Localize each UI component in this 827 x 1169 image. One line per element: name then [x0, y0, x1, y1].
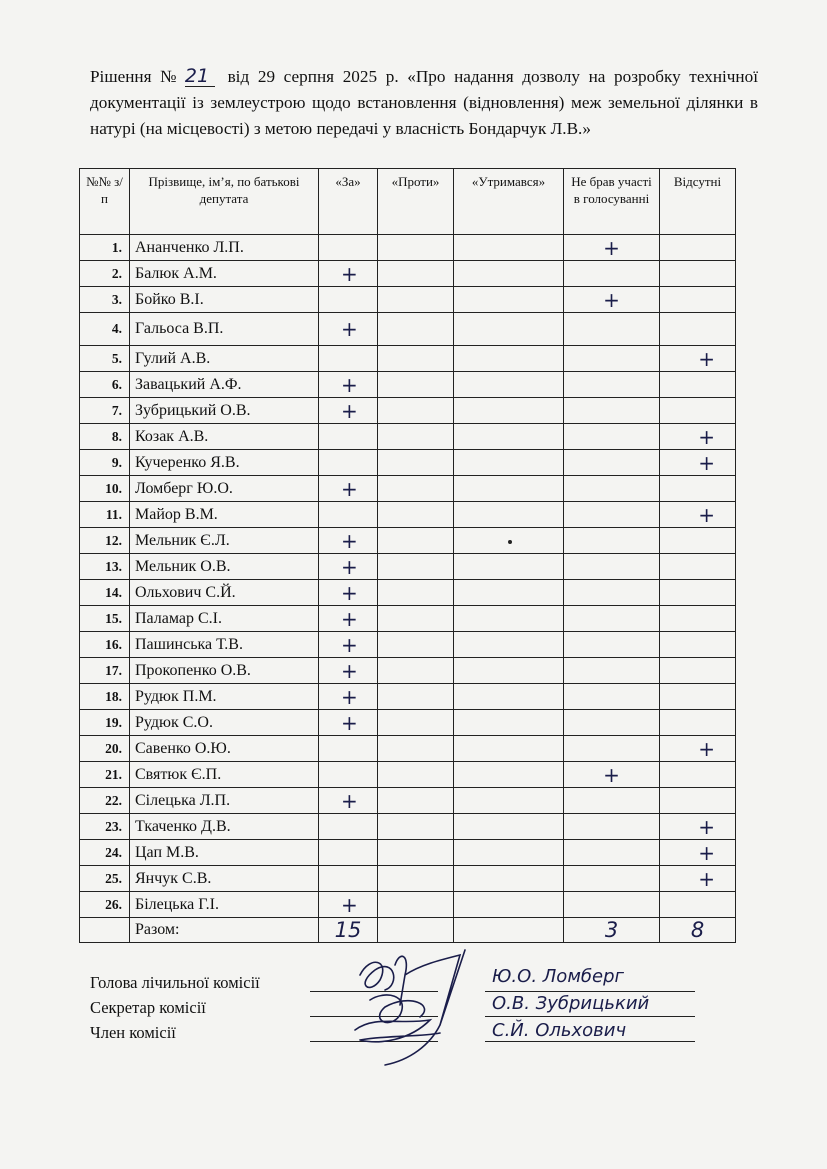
vote-za [319, 866, 378, 892]
vote-za: + [319, 313, 378, 346]
vote-proty [378, 450, 454, 476]
vote-proty [378, 788, 454, 814]
vote-proty [378, 658, 454, 684]
row-number: 7. [80, 398, 130, 424]
vote-vidsutni: + [660, 866, 736, 892]
vote-nebrav [564, 424, 660, 450]
table-row [80, 736, 736, 762]
deputy-name: Пашинська Т.В. [130, 632, 319, 658]
row-number: 21. [80, 762, 130, 788]
vote-proty [378, 313, 454, 346]
row-number: 13. [80, 554, 130, 580]
vote-nebrav [564, 606, 660, 632]
vote-vidsutni: + [660, 840, 736, 866]
vote-za [319, 287, 378, 313]
table-row [80, 450, 736, 476]
row-number: 9. [80, 450, 130, 476]
table-row [80, 580, 736, 606]
table-row [80, 346, 736, 372]
table-row [80, 606, 736, 632]
vote-vidsutni [660, 372, 736, 398]
vote-utrym [454, 372, 564, 398]
table-row [80, 528, 736, 554]
vote-proty [378, 476, 454, 502]
row-number: 26. [80, 892, 130, 918]
vote-vidsutni [660, 313, 736, 346]
signatures-block [90, 970, 260, 1045]
deputy-name: Савенко О.Ю. [130, 736, 319, 762]
row-number: 17. [80, 658, 130, 684]
vote-vidsutni: + [660, 424, 736, 450]
deputy-name: Кучеренко Я.В. [130, 450, 319, 476]
vote-za: + [319, 632, 378, 658]
vote-vidsutni [660, 287, 736, 313]
sig-secretary-name: О.В. Зубрицький [492, 993, 650, 1014]
row-number: 23. [80, 814, 130, 840]
row-number: 12. [80, 528, 130, 554]
voting-table [79, 168, 736, 943]
vote-proty [378, 762, 454, 788]
table-row [80, 235, 736, 261]
deputy-name: Паламар С.І. [130, 606, 319, 632]
decision-number: 21 [185, 66, 215, 87]
decision-text: від 29 серпня 2025 р. «Про надання дозволу на розробку технічної документації із землеустрою щодо встановлення (відновлення) меж земельної ділянки в натурі (на місцевості) з метою передачі у власність Бондарчук Л.В.» [90, 67, 759, 138]
row-number: 20. [80, 736, 130, 762]
vote-za [319, 762, 378, 788]
totals-row [80, 918, 736, 943]
vote-za [319, 736, 378, 762]
row-number: 10. [80, 476, 130, 502]
vote-nebrav [564, 554, 660, 580]
vote-utrym [454, 606, 564, 632]
deputy-name: Янчук С.В. [130, 866, 319, 892]
vote-za: + [319, 788, 378, 814]
sig-member-label: Член комісії [90, 1023, 176, 1042]
vote-za [319, 235, 378, 261]
deputy-name: Ананченко Л.П. [130, 235, 319, 261]
table-row [80, 313, 736, 346]
row-number: 14. [80, 580, 130, 606]
vote-vidsutni [660, 788, 736, 814]
sig-secretary-label: Секретар комісії [90, 998, 206, 1017]
vote-nebrav [564, 528, 660, 554]
vote-nebrav [564, 840, 660, 866]
vote-za: + [319, 476, 378, 502]
vote-proty [378, 606, 454, 632]
vote-za [319, 424, 378, 450]
vote-proty [378, 840, 454, 866]
vote-vidsutni [660, 606, 736, 632]
deputy-name: Рудюк С.О. [130, 710, 319, 736]
deputy-name: Рудюк П.М. [130, 684, 319, 710]
vote-proty [378, 235, 454, 261]
vote-utrym [454, 788, 564, 814]
vote-vidsutni [660, 892, 736, 918]
vote-utrym [454, 398, 564, 424]
vote-nebrav [564, 398, 660, 424]
vote-vidsutni [660, 580, 736, 606]
vote-za: + [319, 710, 378, 736]
table-row [80, 476, 736, 502]
vote-za: + [319, 606, 378, 632]
table-row [80, 287, 736, 313]
table-row [80, 398, 736, 424]
vote-vidsutni [660, 261, 736, 287]
vote-za [319, 840, 378, 866]
table-body [80, 235, 736, 918]
vote-za: + [319, 684, 378, 710]
vote-proty [378, 398, 454, 424]
col-num-header: №№ з/п [80, 169, 130, 235]
table-row [80, 840, 736, 866]
vote-vidsutni [660, 632, 736, 658]
vote-nebrav [564, 814, 660, 840]
vote-utrym [454, 814, 564, 840]
deputy-name: Гальоса В.П. [130, 313, 319, 346]
vote-za: + [319, 261, 378, 287]
deputy-name: Святюк Є.П. [130, 762, 319, 788]
sig-head-label: Голова лічильної комісії [90, 973, 260, 992]
deputy-name: Цап М.В. [130, 840, 319, 866]
row-number: 4. [80, 313, 130, 346]
vote-nebrav [564, 476, 660, 502]
sig-secretary-name-line [485, 1016, 695, 1017]
vote-vidsutni [660, 398, 736, 424]
vote-nebrav: + [564, 287, 660, 313]
vote-proty [378, 580, 454, 606]
vote-utrym [454, 235, 564, 261]
vote-utrym [454, 736, 564, 762]
row-number: 18. [80, 684, 130, 710]
row-number: 1. [80, 235, 130, 261]
deputy-name: Ольхович С.Й. [130, 580, 319, 606]
vote-proty [378, 684, 454, 710]
deputy-name: Балюк А.М. [130, 261, 319, 287]
vote-utrym [454, 313, 564, 346]
table-row [80, 814, 736, 840]
vote-proty [378, 424, 454, 450]
vote-proty [378, 346, 454, 372]
deputy-name: Сілецька Л.П. [130, 788, 319, 814]
vote-za: + [319, 398, 378, 424]
vote-za [319, 346, 378, 372]
deputy-name: Ломберг Ю.О. [130, 476, 319, 502]
table-row [80, 261, 736, 287]
totals-nebrav: 3 [564, 918, 660, 943]
vote-za [319, 814, 378, 840]
sig-member-name-line [485, 1041, 695, 1042]
sig-head-name-line [485, 991, 695, 992]
row-number: 25. [80, 866, 130, 892]
vote-utrym [454, 554, 564, 580]
col-nebrav-header: Не брав участі в голосуванні [564, 169, 660, 235]
vote-proty [378, 814, 454, 840]
sig-head-name: Ю.О. Ломберг [492, 966, 624, 987]
vote-za: + [319, 372, 378, 398]
vote-proty [378, 632, 454, 658]
table-row [80, 554, 736, 580]
vote-proty [378, 736, 454, 762]
vote-vidsutni [660, 528, 736, 554]
vote-vidsutni [660, 684, 736, 710]
vote-vidsutni [660, 710, 736, 736]
vote-utrym [454, 684, 564, 710]
vote-utrym [454, 502, 564, 528]
deputy-name: Мельник О.В. [130, 554, 319, 580]
deputy-name: Майор В.М. [130, 502, 319, 528]
vote-nebrav [564, 580, 660, 606]
vote-utrym [454, 450, 564, 476]
deputy-name: Мельник Є.Л. [130, 528, 319, 554]
row-number: 11. [80, 502, 130, 528]
vote-nebrav [564, 632, 660, 658]
row-number: 5. [80, 346, 130, 372]
vote-vidsutni [660, 762, 736, 788]
col-za-header: «За» [319, 169, 378, 235]
deputy-name: Білецька Г.І. [130, 892, 319, 918]
ink-dot [508, 540, 512, 544]
table-row [80, 658, 736, 684]
vote-vidsutni: + [660, 736, 736, 762]
totals-za: 15 [319, 918, 378, 943]
row-number: 16. [80, 632, 130, 658]
row-number: 24. [80, 840, 130, 866]
table-row [80, 424, 736, 450]
vote-nebrav [564, 892, 660, 918]
table-row [80, 762, 736, 788]
deputy-name: Бойко В.І. [130, 287, 319, 313]
vote-nebrav [564, 684, 660, 710]
vote-nebrav [564, 261, 660, 287]
vote-nebrav [564, 658, 660, 684]
vote-proty [378, 372, 454, 398]
vote-proty [378, 554, 454, 580]
row-number: 19. [80, 710, 130, 736]
vote-vidsutni: + [660, 502, 736, 528]
deputy-name: Зубрицький О.В. [130, 398, 319, 424]
vote-vidsutni [660, 476, 736, 502]
vote-utrym [454, 287, 564, 313]
vote-utrym [454, 580, 564, 606]
totals-proty [378, 918, 454, 943]
vote-nebrav [564, 450, 660, 476]
totals-label: Разом: [130, 918, 319, 943]
vote-vidsutni [660, 235, 736, 261]
sig-member-name: С.Й. Ольхович [492, 1020, 627, 1041]
vote-utrym [454, 424, 564, 450]
vote-nebrav [564, 372, 660, 398]
vote-za: + [319, 554, 378, 580]
decision-header [90, 64, 758, 142]
vote-nebrav: + [564, 762, 660, 788]
vote-utrym [454, 346, 564, 372]
vote-vidsutni [660, 658, 736, 684]
vote-nebrav [564, 710, 660, 736]
deputy-name: Козак А.В. [130, 424, 319, 450]
totals-utrym [454, 918, 564, 943]
vote-proty [378, 287, 454, 313]
vote-proty [378, 502, 454, 528]
vote-nebrav [564, 346, 660, 372]
row-number: 3. [80, 287, 130, 313]
table-header-row [80, 169, 736, 235]
row-number: 6. [80, 372, 130, 398]
totals-empty [80, 918, 130, 943]
table-row [80, 892, 736, 918]
vote-utrym [454, 866, 564, 892]
vote-nebrav [564, 866, 660, 892]
row-number: 2. [80, 261, 130, 287]
vote-vidsutni: + [660, 346, 736, 372]
col-utrym-header: «Утримався» [454, 169, 564, 235]
table-row [80, 632, 736, 658]
row-number: 22. [80, 788, 130, 814]
col-proty-header: «Проти» [378, 169, 454, 235]
vote-za: + [319, 658, 378, 684]
vote-nebrav [564, 502, 660, 528]
vote-za: + [319, 892, 378, 918]
vote-za: + [319, 580, 378, 606]
vote-proty [378, 866, 454, 892]
handwritten-signatures-graphic [340, 945, 490, 1075]
vote-utrym [454, 840, 564, 866]
vote-utrym [454, 261, 564, 287]
table-row [80, 372, 736, 398]
vote-utrym [454, 632, 564, 658]
vote-proty [378, 261, 454, 287]
vote-za: + [319, 528, 378, 554]
deputy-name: Гулий А.В. [130, 346, 319, 372]
table-row [80, 710, 736, 736]
row-number: 8. [80, 424, 130, 450]
vote-utrym [454, 710, 564, 736]
deputy-name: Ткаченко Д.В. [130, 814, 319, 840]
vote-za [319, 450, 378, 476]
vote-utrym [454, 762, 564, 788]
deputy-name: Прокопенко О.В. [130, 658, 319, 684]
table-row [80, 788, 736, 814]
col-name-header: Прізвище, ім’я, по батькові депутата [130, 169, 319, 235]
vote-vidsutni: + [660, 450, 736, 476]
vote-proty [378, 892, 454, 918]
vote-utrym [454, 658, 564, 684]
vote-vidsutni: + [660, 814, 736, 840]
row-number: 15. [80, 606, 130, 632]
vote-nebrav [564, 788, 660, 814]
vote-nebrav [564, 313, 660, 346]
vote-za [319, 502, 378, 528]
vote-vidsutni [660, 554, 736, 580]
vote-utrym [454, 476, 564, 502]
vote-proty [378, 528, 454, 554]
vote-proty [378, 710, 454, 736]
col-vidsutni-header: Відсутні [660, 169, 736, 235]
decision-prefix: Рішення № [90, 67, 181, 86]
totals-vidsutni: 8 [660, 918, 736, 943]
table-row [80, 684, 736, 710]
vote-utrym [454, 892, 564, 918]
deputy-name: Завацький А.Ф. [130, 372, 319, 398]
table-row [80, 502, 736, 528]
table-row [80, 866, 736, 892]
vote-nebrav: + [564, 235, 660, 261]
vote-nebrav [564, 736, 660, 762]
